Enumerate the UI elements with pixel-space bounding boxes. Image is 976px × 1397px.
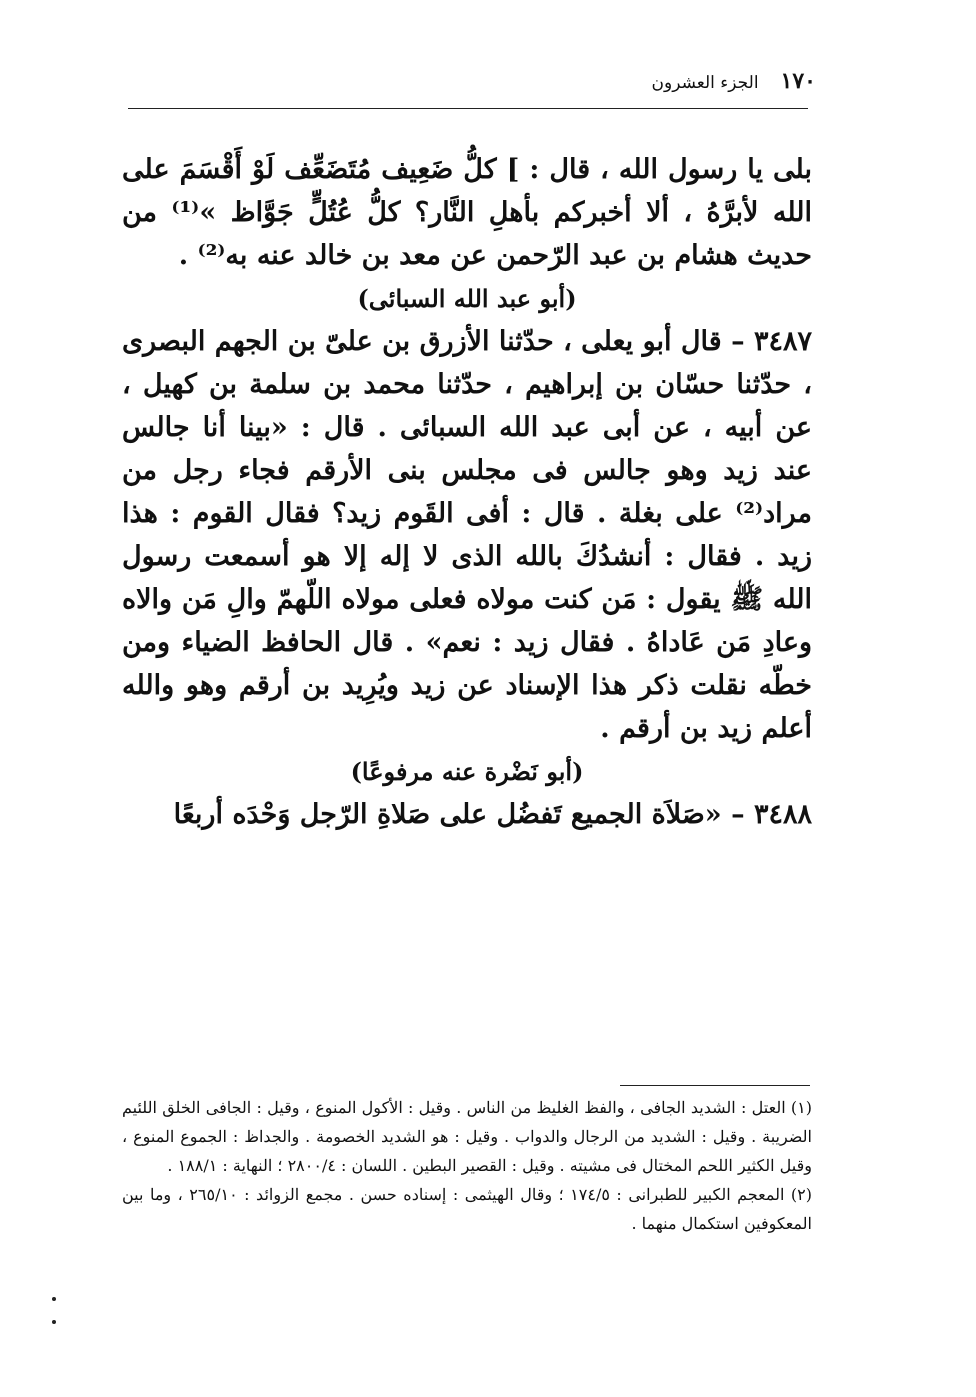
- footnotes: [122, 1093, 812, 1238]
- running-header: [128, 68, 816, 102]
- scan-speck: [52, 1320, 56, 1324]
- main-text: [122, 148, 812, 836]
- footnote-1: (١) العتل : الشديد الجافى ، والفظ الغليظ من الناس . وقيل : الأكول المنوع ، وقيل : الجافى الخلق اللئيم الضريبة . وقيل : الشديد من الرجال والدواب . وقيل : هو الشديد الخصومة . والجداظ : الجموع المنوع ، وقيل الكثير اللحم المختال فى مشيته . وقيل : القصير البطين . اللسان : ٢٨٠٠/٤ ؛ النهاية : ١٨٨/١ .: [122, 1098, 812, 1175]
- paragraph-continuation: بلى يا رسول الله ، قال : ] كلُّ ضَعِيف مُتَضَعِّف لَوْ أَقْسَمَ على الله لأبرَّهُ ، ألا أخبركم بأهلِ النَّار؟ كلُّ عُتُلٍّ جَوَّاظ »⁽¹⁾ من حديث هشام بن عبد الرّحمن عن معد بن خالد عنه به⁽²⁾ .: [122, 154, 812, 271]
- volume-title: الجزء العشرون: [651, 73, 759, 93]
- footnote-2: (٢) المعجم الكبير للطبرانى : ١٧٤/٥ ؛ وقال الهيثمى : إسناده حسن . مجمع الزوائد : ٢٦٥/١٠ ، وما بين المعكوفين استكمال منهما .: [122, 1185, 813, 1233]
- hadith-3488: ٣٤٨٨ – «صَلاَة الجميع تَفضُل على صَلاةِ الرّجل وَحْدَه أربعًا: [173, 799, 812, 830]
- section-heading-abu-nadra: (أبو نَضْرة عنه مرفوعًا): [350, 757, 584, 786]
- scan-speck: [52, 1297, 56, 1301]
- footnote-rule: [620, 1085, 810, 1086]
- page-number: ١٧٠: [780, 68, 816, 94]
- header-rule: [128, 108, 808, 109]
- hadith-3487: ٣٤٨٧ – قال أبو يعلى ، حدّثنا الأزرق بن علىّ بن الجهم البصرى ، حدّثنا حسّان بن إبراهيم ، حدّثنا محمد بن سلمة بن كهيل ، عن أبيه ، عن أبى عبد الله السبائى . قال : «بينا أنا جالس عند زيد وهو جالس فى مجلس بنى الأرقم فجاء رجل من مراد⁽²⁾ على بغلة . قال : أفى القَوم زيد؟ فقال القوم : هذا زيد . فقال : أنشدُكَ بالله الذى لا إله إلا هو أسمعت رسول الله ﷺ يقول : مَن كنت مولاه فعلى مولاه اللّهمّ والِ مَن والاه وعادِ مَن عَاداهُ . فقال زيد : نعم» . قال الحافظ الضياء ومن خطّه نقلت ذكر هذا الإسناد عن زيد ويُرِيد بن أرقم وهو والله أعلم زيد بن أرقم .: [122, 326, 812, 744]
- section-heading-sabaee: (أبو عبد الله السبائى): [357, 284, 577, 313]
